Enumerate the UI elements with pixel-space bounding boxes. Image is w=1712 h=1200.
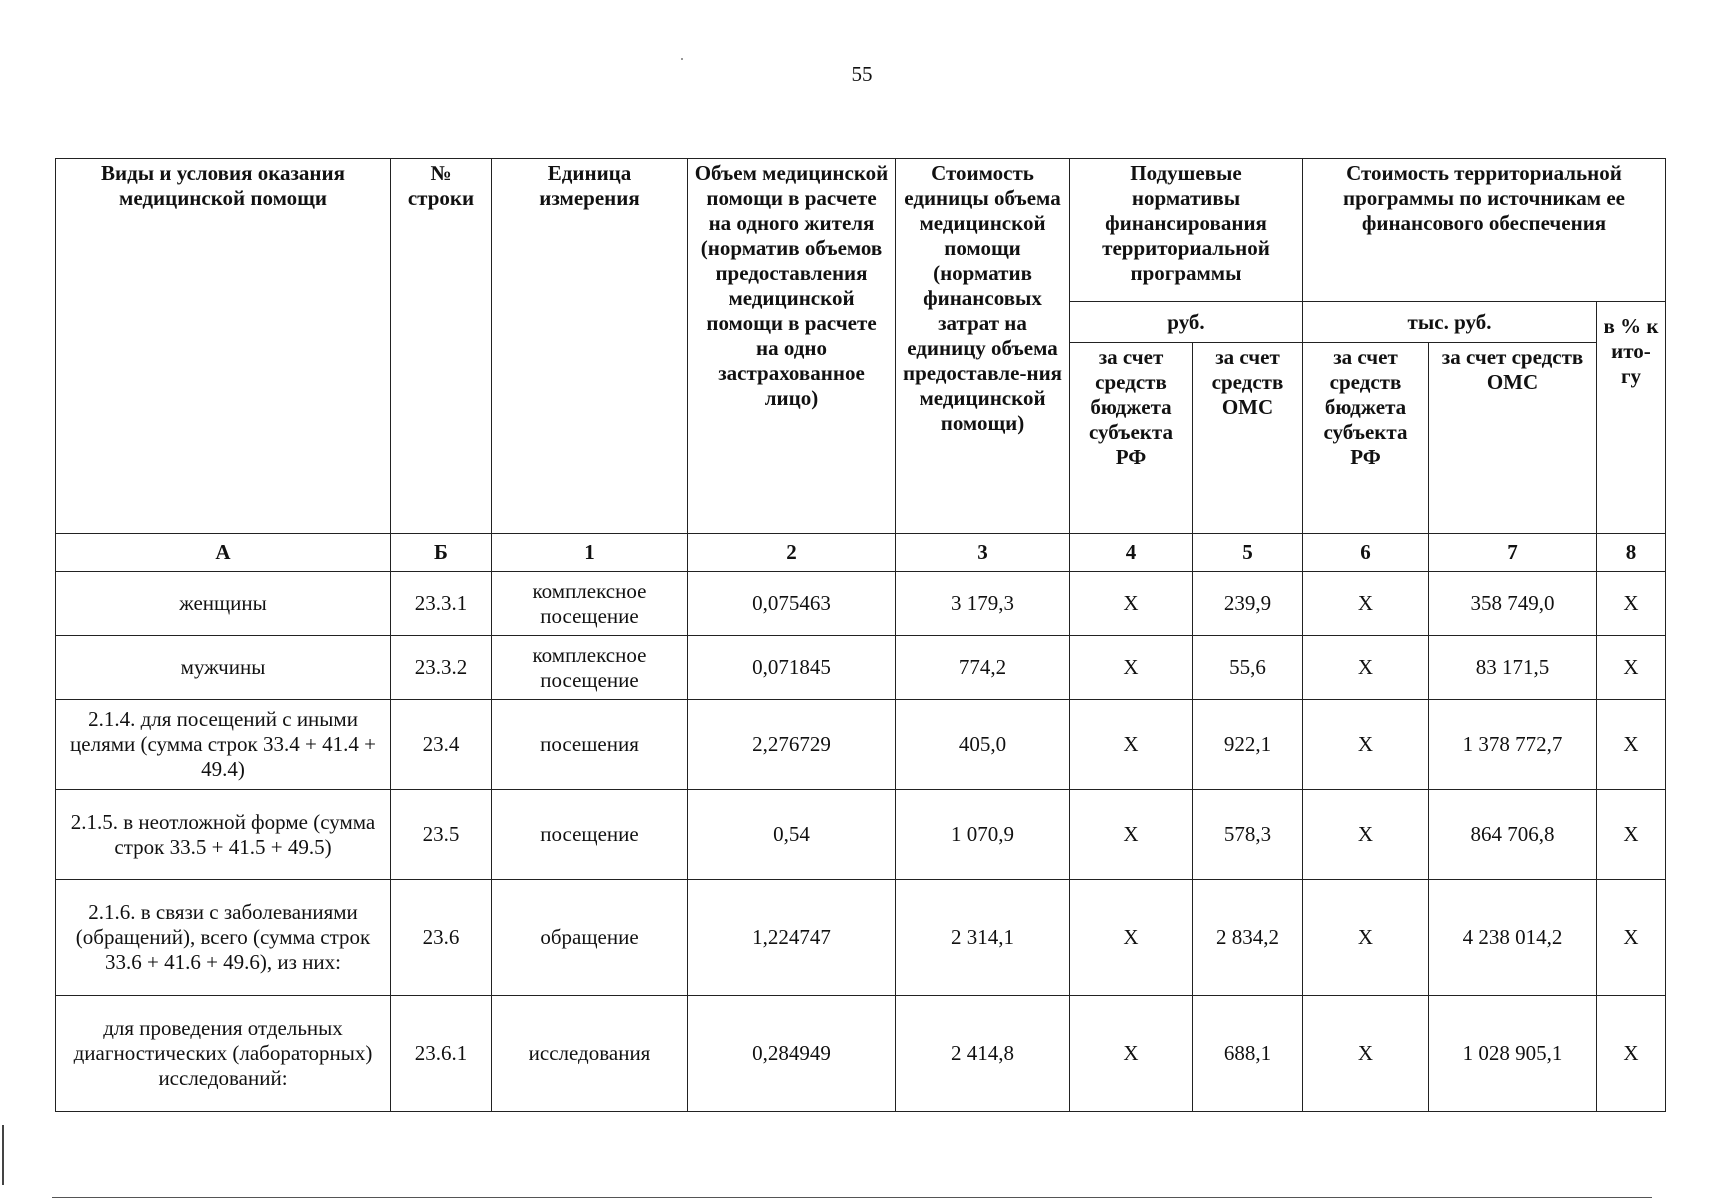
cell-unit: исследования [492,996,688,1112]
header-oms-thousand-rub: за счет средств ОМС [1429,343,1597,534]
cell-cost: 3 179,3 [896,572,1070,636]
column-index: 6 [1303,534,1429,572]
cell-budget-thousand: X [1303,790,1429,880]
cell-name: для проведения отдельных диагностических (лабораторных) исследований: [56,996,391,1112]
cell-name: женщины [56,572,391,636]
cell-percent: X [1597,880,1666,996]
scan-bottom-line [52,1197,1652,1198]
header-unit: Единица измерения [492,159,688,534]
cell-budget-rub: X [1070,700,1193,790]
table-header [56,159,1666,572]
cell-percent: X [1597,790,1666,880]
cell-volume: 0,284949 [688,996,896,1112]
header-program-cost: Стоимость территориальной программы по источникам ее финансового обеспечения [1303,159,1666,302]
table-row [56,996,1666,1112]
cell-oms-rub: 578,3 [1193,790,1303,880]
header-kinds: Виды и условия оказания медицинской помощи [56,159,391,534]
cell-name: мужчины [56,636,391,700]
cell-oms-rub: 922,1 [1193,700,1303,790]
column-index: 1 [492,534,688,572]
cell-budget-thousand: X [1303,636,1429,700]
cell-budget-rub: X [1070,880,1193,996]
cell-oms-thousand: 864 706,8 [1429,790,1597,880]
cell-budget-rub: X [1070,572,1193,636]
column-index: 8 [1597,534,1666,572]
cell-volume: 0,54 [688,790,896,880]
cell-row-number: 23.3.2 [391,636,492,700]
column-index: 5 [1193,534,1303,572]
cell-percent: X [1597,572,1666,636]
table-row [56,636,1666,700]
cell-volume: 2,276729 [688,700,896,790]
header-oms-rub: за счет средств ОМС [1193,343,1303,534]
cell-name: 2.1.4. для посещений с иными целями (сумма строк 33.4 + 41.4 + 49.4) [56,700,391,790]
cell-row-number: 23.4 [391,700,492,790]
cell-cost: 405,0 [896,700,1070,790]
header-rub: руб. [1070,302,1303,343]
header-budget-rub: за счет средств бюджета субъекта РФ [1070,343,1193,534]
cell-oms-rub: 688,1 [1193,996,1303,1112]
table-body [56,572,1666,1112]
cell-cost: 2 414,8 [896,996,1070,1112]
cell-budget-thousand: X [1303,880,1429,996]
cell-unit: посещение [492,790,688,880]
cell-budget-rub: X [1070,790,1193,880]
cell-volume: 0,071845 [688,636,896,700]
cell-cost: 774,2 [896,636,1070,700]
cell-name: 2.1.6. в связи с заболеваниями (обращений), всего (сумма строк 33.6 + 41.6 + 49.6), из них: [56,880,391,996]
cell-name: 2.1.5. в неотложной форме (сумма строк 33.5 + 41.5 + 49.5) [56,790,391,880]
cell-oms-thousand: 1 028 905,1 [1429,996,1597,1112]
cell-percent: X [1597,636,1666,700]
column-index: 7 [1429,534,1597,572]
column-index: Б [391,534,492,572]
cell-percent: X [1597,996,1666,1112]
scan-speck [681,58,683,60]
column-index-row [56,534,1666,572]
column-index: 2 [688,534,896,572]
column-index: А [56,534,391,572]
cell-unit: комплексное посещение [492,572,688,636]
financing-table [55,158,1666,1112]
header-budget-thousand-rub: за счет средств бюджета субъекта РФ [1303,343,1429,534]
cell-volume: 1,224747 [688,880,896,996]
header-volume: Объем медицинской помощи в расчете на одного жителя (норматив объемов предоставления медицинской помощи в расчете на одно застрахованное лицо) [688,159,896,534]
cell-oms-thousand: 83 171,5 [1429,636,1597,700]
cell-budget-thousand: X [1303,700,1429,790]
cell-row-number: 23.3.1 [391,572,492,636]
cell-budget-thousand: X [1303,996,1429,1112]
cell-oms-rub: 2 834,2 [1193,880,1303,996]
cell-budget-thousand: X [1303,572,1429,636]
cell-oms-rub: 55,6 [1193,636,1303,700]
table-row [56,572,1666,636]
table-row [56,880,1666,996]
cell-budget-rub: X [1070,636,1193,700]
cell-unit: обращение [492,880,688,996]
cell-row-number: 23.6.1 [391,996,492,1112]
header-unit-cost: Стоимость единицы объема медицинской помощи (норматив финансовых затрат на единицу объема предоставле-ния медицинской помощи) [896,159,1070,534]
header-percent-of-total: в % к ито-гу [1597,302,1666,534]
header-per-capita-norms: Подушевые нормативы финансирования территориальной программы [1070,159,1303,302]
cell-budget-rub: X [1070,996,1193,1112]
cell-unit: комплексное посещение [492,636,688,700]
cell-oms-thousand: 358 749,0 [1429,572,1597,636]
header-row-number: № строки [391,159,492,534]
cell-percent: X [1597,700,1666,790]
cell-row-number: 23.6 [391,880,492,996]
cell-cost: 1 070,9 [896,790,1070,880]
scan-edge-mark [2,1125,4,1185]
cell-row-number: 23.5 [391,790,492,880]
cell-oms-thousand: 4 238 014,2 [1429,880,1597,996]
cell-unit: посешения [492,700,688,790]
table-row [56,790,1666,880]
cell-oms-rub: 239,9 [1193,572,1303,636]
table-row [56,700,1666,790]
column-index: 3 [896,534,1070,572]
cell-volume: 0,075463 [688,572,896,636]
cell-oms-thousand: 1 378 772,7 [1429,700,1597,790]
header-thousand-rub: тыс. руб. [1303,302,1597,343]
page-number: 55 [851,62,873,86]
column-index: 4 [1070,534,1193,572]
cell-cost: 2 314,1 [896,880,1070,996]
